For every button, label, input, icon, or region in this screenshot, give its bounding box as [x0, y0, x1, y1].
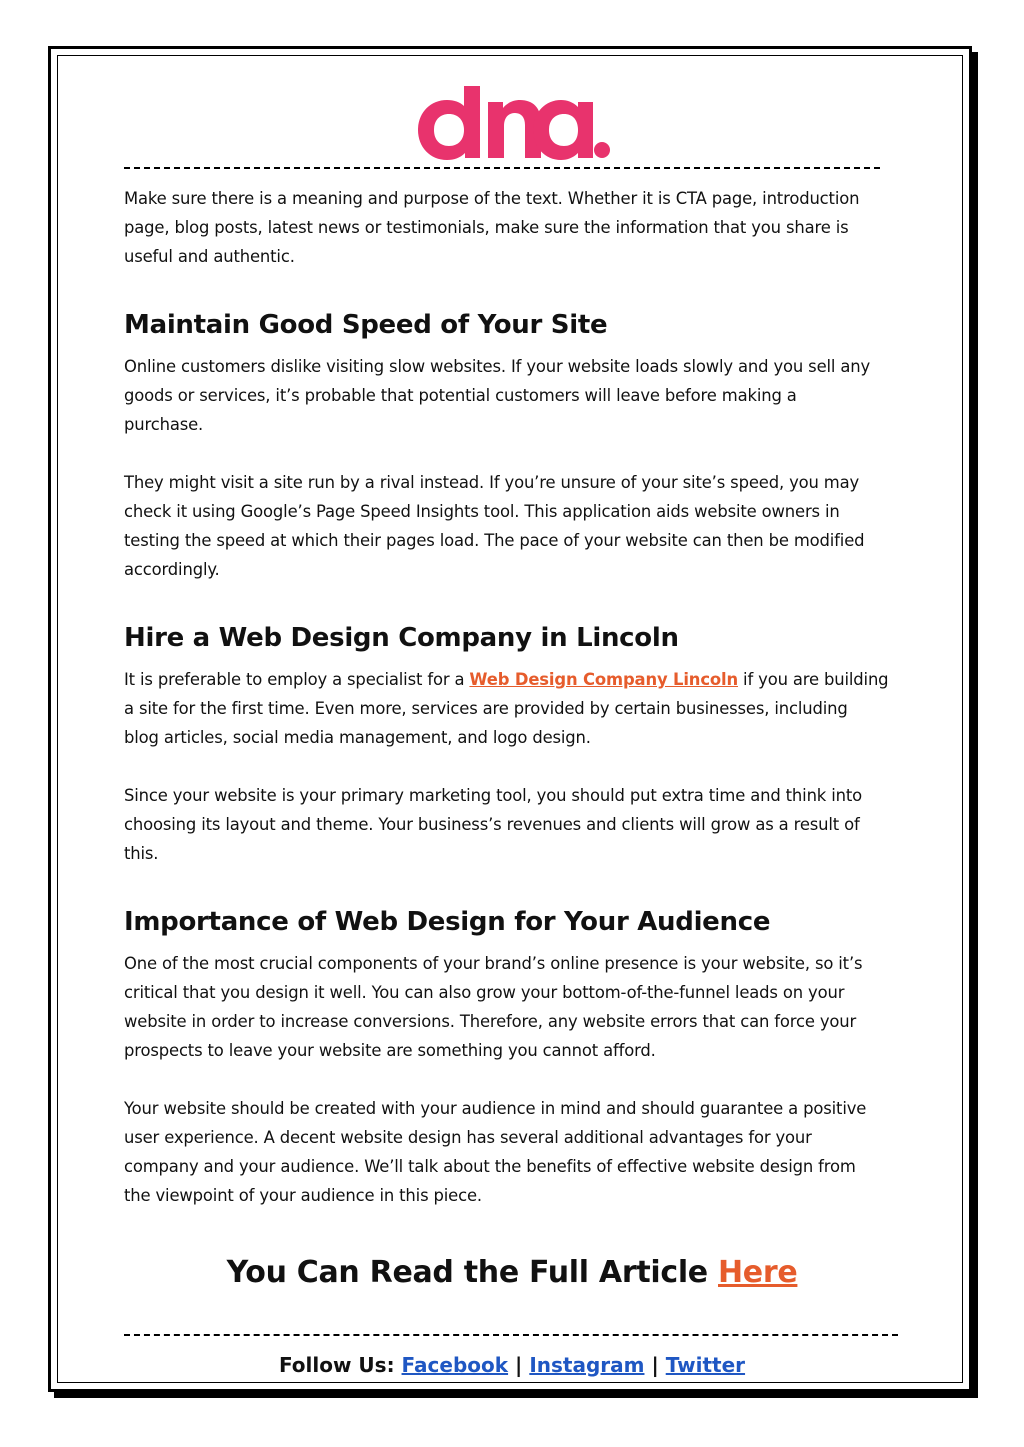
- paragraph-line: choosing its layout and theme. Your business’s revenues and clients will grow as a result of: [124, 815, 860, 834]
- paragraph-line: the viewpoint of your audience in this piece.: [124, 1186, 482, 1205]
- facebook-link[interactable]: Facebook: [401, 1353, 509, 1377]
- paragraph-line: accordingly.: [124, 560, 220, 579]
- paragraph-line: user experience. A decent website design has several additional advantages for your: [124, 1128, 812, 1147]
- section-heading-importance: Importance of Web Design for Your Audience: [124, 907, 771, 937]
- paragraph-line: Since your website is your primary marketing tool, you should put extra time and think into: [124, 786, 863, 805]
- article-body: [124, 184, 914, 1210]
- paragraph-line: website in order to increase conversions. Therefore, any website errors that can force your: [124, 1012, 857, 1031]
- paragraph-line: Your website should be created with your audience in mind and should guarantee a positive: [124, 1099, 867, 1118]
- dna-logo: [418, 84, 610, 160]
- separator: |: [515, 1353, 523, 1377]
- instagram-link[interactable]: Instagram: [529, 1353, 645, 1377]
- bottom-divider: [124, 1334, 898, 1336]
- twitter-link[interactable]: Twitter: [665, 1353, 746, 1377]
- read-here-link[interactable]: Here: [718, 1255, 798, 1290]
- web-design-company-link[interactable]: Web Design Company Lincoln: [469, 670, 738, 689]
- paragraph-text: It is preferable to employ a specialist for a: [124, 670, 470, 689]
- paragraph-line: They might visit a site run by a rival instead. If you’re unsure of your site’s speed, you may: [124, 473, 860, 492]
- paragraph-line: prospects to leave your website are something you cannot afford.: [124, 1041, 656, 1060]
- follow-us-bar: [0, 1353, 1024, 1377]
- separator: |: [651, 1353, 659, 1377]
- paragraph-line: check it using Google’s Page Speed Insights tool. This application aids website owners in: [124, 502, 840, 521]
- cta-text: You Can Read the Full Article: [226, 1255, 718, 1290]
- paragraph-line: testing the speed at which their pages load. The pace of your website can then be modified: [124, 531, 865, 550]
- section-heading-speed: Maintain Good Speed of Your Site: [124, 310, 608, 340]
- paragraph-line: critical that you design it well. You can also grow your bottom-of-the-funnel leads on your: [124, 983, 845, 1002]
- top-divider: [124, 167, 880, 169]
- paragraph-line: Online customers dislike visiting slow websites. If your website loads slowly and you sell any: [124, 357, 871, 376]
- intro-line: useful and authentic.: [124, 247, 295, 266]
- paragraph-line: [124, 665, 914, 694]
- paragraph-line: company and your audience. We’ll talk about the benefits of effective website design from: [124, 1157, 856, 1176]
- paragraph-line: this.: [124, 844, 159, 863]
- paragraph-line: One of the most crucial components of your brand’s online presence is your website, so it’s: [124, 954, 863, 973]
- paragraph-line: blog articles, social media management, and logo design.: [124, 728, 591, 747]
- follow-us-label: Follow Us:: [278, 1353, 395, 1377]
- paragraph-line: goods or services, it’s probable that potential customers will leave before making a: [124, 386, 797, 405]
- intro-line: Make sure there is a meaning and purpose of the text. Whether it is CTA page, introduction: [124, 189, 860, 208]
- paragraph-text: if you are building: [738, 670, 889, 689]
- paragraph-line: a site for the first time. Even more, services are provided by certain businesses, including: [124, 699, 848, 718]
- section-heading-hire: Hire a Web Design Company in Lincoln: [124, 623, 679, 653]
- paragraph-line: purchase.: [124, 415, 204, 434]
- read-full-article-cta: [0, 1255, 1024, 1290]
- intro-line: page, blog posts, latest news or testimonials, make sure the information that you share is: [124, 218, 849, 237]
